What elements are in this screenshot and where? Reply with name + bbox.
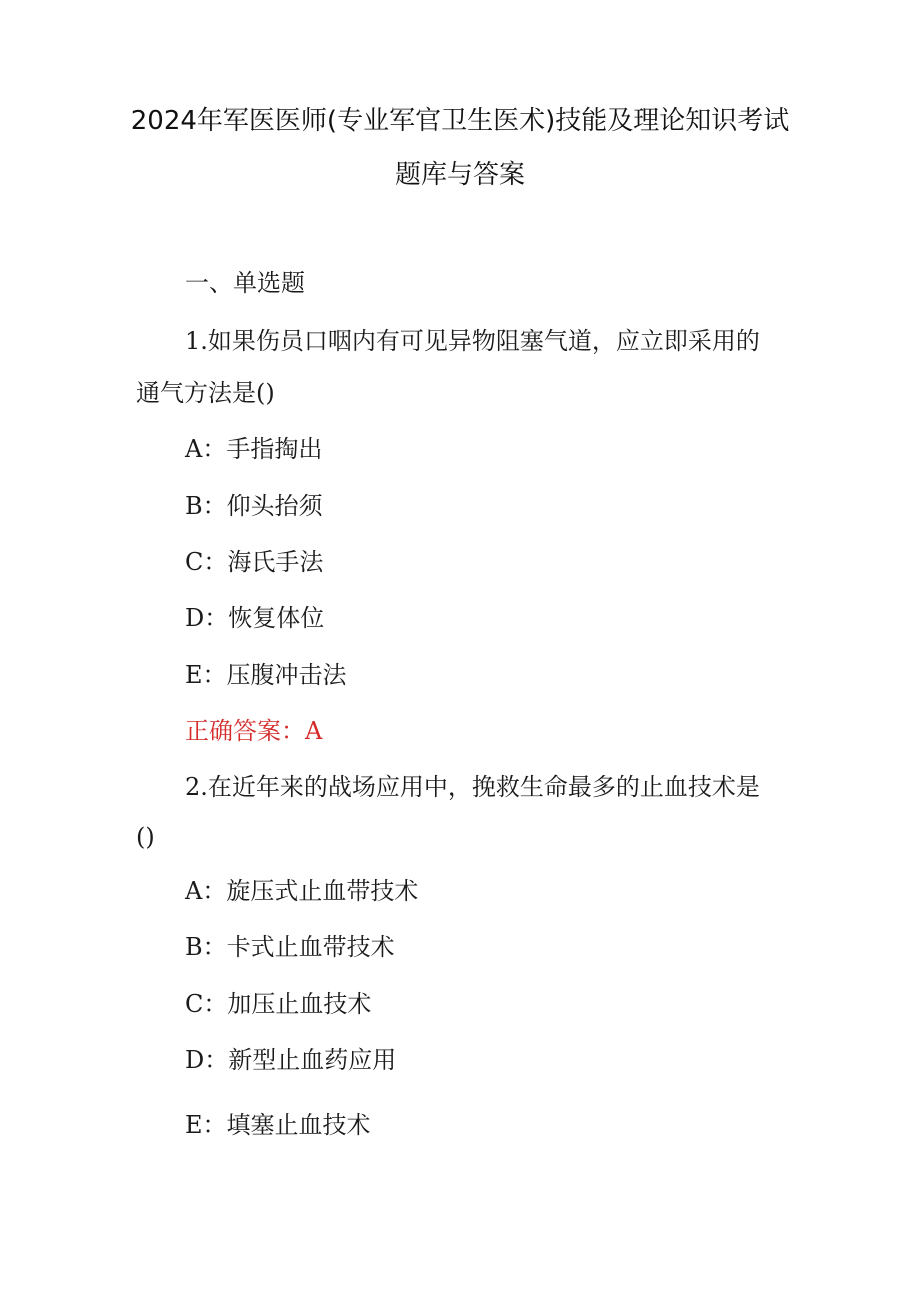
question-1-option-e: E：压腹冲击法 [185, 661, 347, 689]
question-1-stem-line-1: 1.如果伤员口咽内有可见异物阻塞气道，应立即采用的 [185, 327, 760, 355]
question-1-option-a: A：手指掏出 [185, 435, 323, 463]
question-1-answer: 正确答案：A [185, 717, 323, 745]
question-1-option-d: D：恢复体位 [185, 604, 325, 632]
section-heading: 一、单选题 [185, 269, 305, 297]
question-1-option-b: B：仰头抬须 [185, 492, 323, 520]
question-2-option-c: C：加压止血技术 [185, 990, 372, 1018]
question-1-option-c: C：海氏手法 [185, 548, 324, 576]
question-2-stem-line-1: 2.在近年来的战场应用中，挽救生命最多的止血技术是 [185, 773, 760, 801]
question-2-option-e: E：填塞止血技术 [185, 1111, 371, 1139]
question-2-option-d: D：新型止血药应用 [185, 1046, 397, 1074]
question-2-stem-line-2: () [136, 823, 155, 851]
question-2-option-a: A：旋压式止血带技术 [185, 877, 419, 905]
document-title: 2024年军医医师(专业军官卫生医术)技能及理论知识考试题库与答案 [130, 106, 790, 190]
question-1-stem-line-2: 通气方法是() [136, 379, 275, 407]
question-2-option-b: B：卡式止血带技术 [185, 933, 395, 961]
